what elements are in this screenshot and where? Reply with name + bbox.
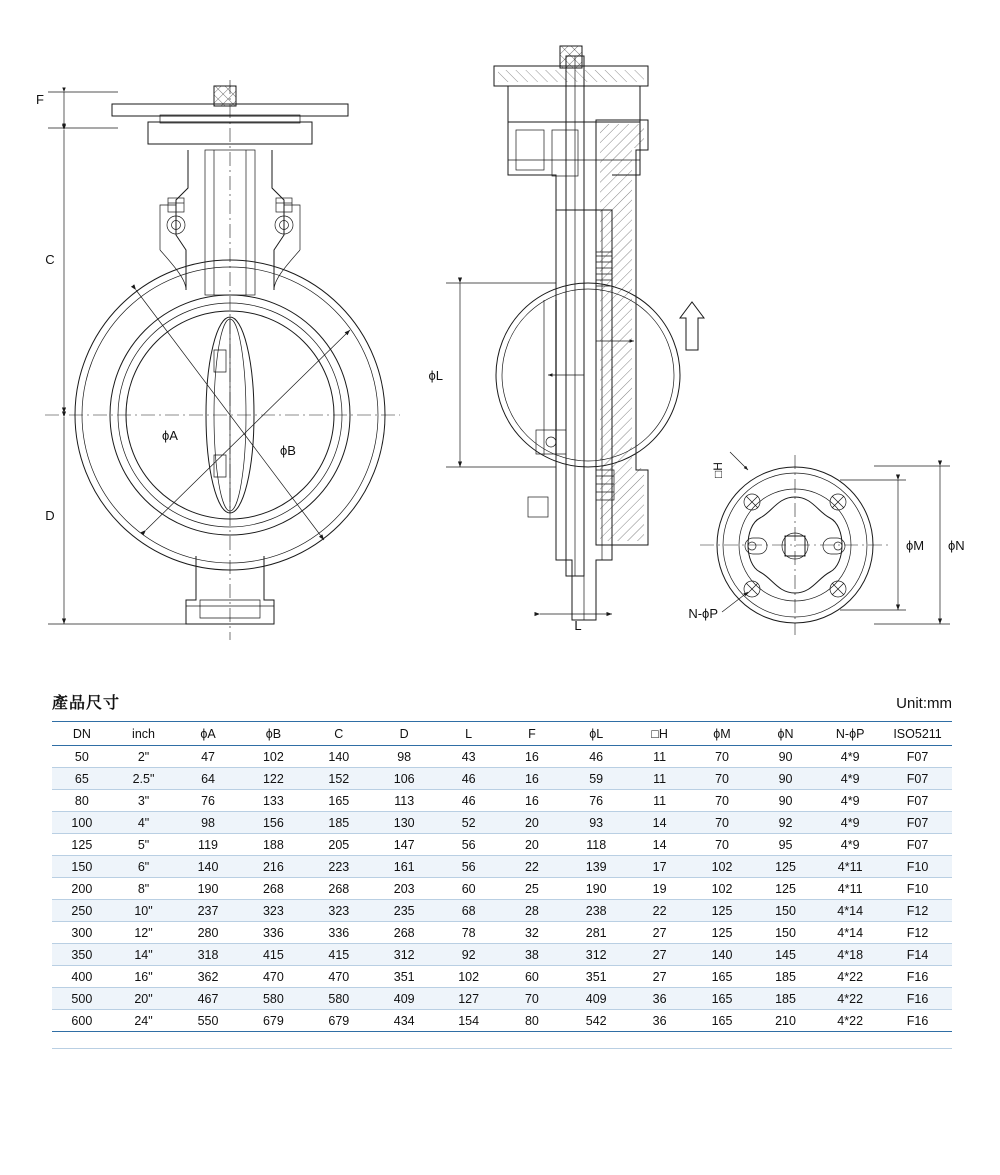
table-cell: 350 xyxy=(71,948,93,962)
table-cell: 10" xyxy=(134,904,153,918)
table-cell: 550 xyxy=(197,1014,219,1028)
table-cell: 161 xyxy=(393,860,415,874)
column-header: ISO5211 xyxy=(883,722,952,746)
table-cell: 70 xyxy=(715,750,729,764)
table-cell: 90 xyxy=(778,794,793,808)
table-cell: 351 xyxy=(393,970,415,984)
table-cell: F16 xyxy=(906,1014,929,1028)
table-cell: 185 xyxy=(775,970,796,984)
table-cell: 93 xyxy=(589,816,604,830)
table-cell: F07 xyxy=(906,772,929,786)
table-cell: 70 xyxy=(715,794,729,808)
table-cell: 280 xyxy=(197,926,219,940)
table-cell: 281 xyxy=(585,926,607,940)
table-cell: 133 xyxy=(262,794,284,808)
table-cell: 47 xyxy=(201,750,215,764)
table-cell: 3" xyxy=(137,794,150,808)
table-cell: 4*18 xyxy=(837,948,864,962)
table-cell: 92 xyxy=(461,948,476,962)
table-unit-label: Unit:mm xyxy=(896,695,952,712)
table-cell: F10 xyxy=(906,882,929,896)
table-cell: 200 xyxy=(71,882,93,896)
label-phiB: ϕB xyxy=(280,443,296,458)
table-cell: 38 xyxy=(524,948,539,962)
table-cell: 312 xyxy=(393,948,415,962)
label-square-H: □H xyxy=(711,462,725,478)
table-cell: 4*22 xyxy=(837,992,864,1006)
table-cell: 11 xyxy=(653,750,667,764)
table-cell: 70 xyxy=(715,772,729,786)
label-F: F xyxy=(36,92,44,107)
table-cell: F07 xyxy=(906,838,929,852)
table-header-row xyxy=(52,690,952,713)
table-bottom-rule xyxy=(52,1048,952,1049)
column-header: ϕA xyxy=(175,722,240,746)
table-cell: 223 xyxy=(328,860,350,874)
table-row xyxy=(52,988,952,1010)
table-cell: 467 xyxy=(197,992,219,1006)
table-cell: 150 xyxy=(775,926,796,940)
table-cell: 90 xyxy=(778,750,793,764)
table-cell: 90 xyxy=(778,772,793,786)
table-cell: 152 xyxy=(328,772,350,786)
table-cell: 679 xyxy=(328,1014,350,1028)
table-cell: F14 xyxy=(906,948,929,962)
label-N-phiP: N-ϕP xyxy=(688,606,718,621)
table-cell: 46 xyxy=(461,772,476,786)
column-header: D xyxy=(372,722,437,746)
table-cell: 56 xyxy=(461,838,476,852)
table-cell: 19 xyxy=(652,882,667,896)
table-row xyxy=(52,834,952,856)
table-cell: 17 xyxy=(652,860,667,874)
column-header: ϕB xyxy=(241,722,306,746)
table-cell: 92 xyxy=(778,816,793,830)
table-cell: 154 xyxy=(458,1014,480,1028)
table-cell: 210 xyxy=(775,1014,796,1028)
table-row xyxy=(52,922,952,944)
table-cell: 4*11 xyxy=(837,860,863,874)
table-cell: 11 xyxy=(653,794,667,808)
table-cell: 145 xyxy=(775,948,796,962)
dimension-table xyxy=(52,721,952,1032)
table-cell: 14" xyxy=(134,948,153,962)
table-cell: 139 xyxy=(585,860,607,874)
table-cell: 318 xyxy=(197,948,219,962)
table-cell: 362 xyxy=(197,970,219,984)
table-cell: 147 xyxy=(393,838,415,852)
table-cell: 80 xyxy=(524,1014,539,1028)
table-cell: 580 xyxy=(262,992,284,1006)
table-cell: 50 xyxy=(74,750,89,764)
table-cell: 80 xyxy=(74,794,89,808)
table-cell: 46 xyxy=(589,750,604,764)
table-cell: 542 xyxy=(585,1014,607,1028)
table-cell: 235 xyxy=(393,904,415,918)
table-cell: F16 xyxy=(906,992,929,1006)
table-cell: 4*9 xyxy=(840,838,860,852)
table-cell: F12 xyxy=(906,926,929,940)
table-cell: 4*9 xyxy=(840,794,860,808)
table-cell: 165 xyxy=(711,970,733,984)
table-cell: 140 xyxy=(711,948,733,962)
front-view xyxy=(36,80,400,640)
table-cell: 165 xyxy=(328,794,350,808)
table-cell: F10 xyxy=(906,860,929,874)
table-cell: 190 xyxy=(585,882,607,896)
table-cell: 32 xyxy=(524,926,539,940)
label-phiM: ϕM xyxy=(906,538,925,553)
table-cell: 185 xyxy=(775,992,796,1006)
table-cell: 268 xyxy=(328,882,350,896)
table-cell: 98 xyxy=(397,750,412,764)
table-cell: 36 xyxy=(652,1014,667,1028)
table-cell: 6" xyxy=(137,860,150,874)
table-cell: 22 xyxy=(524,860,539,874)
table-cell: 60 xyxy=(524,970,539,984)
table-cell: 119 xyxy=(198,838,218,852)
table-cell: 16" xyxy=(134,970,153,984)
table-cell: 59 xyxy=(589,772,604,786)
table-cell: 95 xyxy=(778,838,793,852)
table-cell: 14 xyxy=(652,816,667,830)
table-cell: 56 xyxy=(461,860,476,874)
side-section-view xyxy=(428,46,704,633)
table-cell: 4*9 xyxy=(840,816,860,830)
table-cell: 65 xyxy=(74,772,89,786)
table-cell: 25 xyxy=(524,882,539,896)
table-cell: 4*14 xyxy=(837,904,864,918)
table-cell: 70 xyxy=(715,816,729,830)
table-cell: 4*9 xyxy=(840,750,860,764)
table-cell: 70 xyxy=(715,838,729,852)
table-cell: F07 xyxy=(906,816,929,830)
table-cell: 4*22 xyxy=(837,970,864,984)
table-cell: 102 xyxy=(458,970,480,984)
table-cell: 46 xyxy=(461,794,476,808)
table-cell: 2" xyxy=(137,750,150,764)
table-cell: 100 xyxy=(71,816,93,830)
table-cell: 140 xyxy=(197,860,219,874)
table-cell: 68 xyxy=(461,904,476,918)
table-cell: 76 xyxy=(589,794,604,808)
table-cell: 415 xyxy=(262,948,284,962)
table-cell: F07 xyxy=(906,794,929,808)
table-cell: 150 xyxy=(71,860,93,874)
table-cell: 106 xyxy=(393,772,415,786)
table-cell: 20" xyxy=(134,992,153,1006)
table-cell: 36 xyxy=(652,992,667,1006)
table-cell: 4*11 xyxy=(837,882,863,896)
table-cell: 16 xyxy=(524,794,539,808)
table-cell: 409 xyxy=(393,992,415,1006)
table-cell: 580 xyxy=(328,992,350,1006)
table-row xyxy=(52,768,952,790)
table-cell: 14 xyxy=(652,838,667,852)
table-cell: 351 xyxy=(585,970,607,984)
table-cell: 16 xyxy=(524,750,539,764)
table-cell: 12" xyxy=(134,926,153,940)
table-cell: 400 xyxy=(71,970,93,984)
table-cell: 4*9 xyxy=(840,772,860,786)
table-cell: 60 xyxy=(461,882,476,896)
column-header: ϕL xyxy=(564,722,629,746)
table-cell: 150 xyxy=(775,904,796,918)
table-row xyxy=(52,944,952,966)
table-cell: 312 xyxy=(585,948,607,962)
table-cell: 237 xyxy=(197,904,219,918)
column-header: DN xyxy=(52,722,112,746)
table-cell: 122 xyxy=(262,772,284,786)
table-cell: F07 xyxy=(906,750,929,764)
table-cell: 70 xyxy=(524,992,539,1006)
table-cell: 185 xyxy=(328,816,350,830)
column-header: inch xyxy=(112,722,176,746)
table-cell: 27 xyxy=(652,926,667,940)
table-cell: 190 xyxy=(197,882,219,896)
table-cell: F16 xyxy=(906,970,929,984)
table-cell: 4*22 xyxy=(837,1014,864,1028)
table-cell: F12 xyxy=(906,904,929,918)
table-header-cells xyxy=(52,722,952,746)
table-cell: 20 xyxy=(524,816,539,830)
table-cell: 127 xyxy=(458,992,480,1006)
table-cell: 113 xyxy=(394,794,415,808)
label-D: D xyxy=(45,508,55,523)
label-phiN: ϕN xyxy=(948,538,965,553)
table-cell: 16 xyxy=(524,772,539,786)
table-cell: 140 xyxy=(328,750,350,764)
table-cell: 409 xyxy=(585,992,607,1006)
table-cell: 27 xyxy=(652,948,667,962)
table-row xyxy=(52,856,952,878)
label-phiL: ϕL xyxy=(428,368,443,383)
table-cell: 165 xyxy=(711,1014,733,1028)
table-cell: 203 xyxy=(393,882,415,896)
table-cell: 250 xyxy=(71,904,93,918)
table-row xyxy=(52,878,952,900)
table-cell: 4" xyxy=(137,816,150,830)
table-cell: 52 xyxy=(461,816,476,830)
table-title: 產品尺寸 xyxy=(52,695,121,712)
table-cell: 125 xyxy=(775,882,796,896)
table-cell: 22 xyxy=(652,904,667,918)
table-cell: 5" xyxy=(137,838,150,852)
column-header: □H xyxy=(629,722,690,746)
table-cell: 98 xyxy=(201,816,215,830)
table-cell: 216 xyxy=(262,860,284,874)
table-cell: 130 xyxy=(393,816,415,830)
table-row xyxy=(52,790,952,812)
table-cell: 78 xyxy=(461,926,476,940)
table-cell: 125 xyxy=(71,838,93,852)
column-header: C xyxy=(306,722,371,746)
table-cell: 470 xyxy=(262,970,284,984)
table-cell: 336 xyxy=(262,926,284,940)
table-cell: 268 xyxy=(262,882,284,896)
table-cell: 165 xyxy=(711,992,733,1006)
table-row xyxy=(52,812,952,834)
table-cell: 679 xyxy=(262,1014,284,1028)
table-cell: 11 xyxy=(653,772,667,786)
label-L: L xyxy=(574,618,582,633)
table-cell: 300 xyxy=(71,926,93,940)
table-cell: 102 xyxy=(262,750,284,764)
column-header: ϕM xyxy=(690,722,754,746)
table-cell: 2.5" xyxy=(132,772,155,786)
table-cell: 268 xyxy=(393,926,415,940)
table-cell: 434 xyxy=(393,1014,415,1028)
column-header: N-ϕP xyxy=(817,722,883,746)
column-header: F xyxy=(500,722,563,746)
table-cell: 156 xyxy=(262,816,284,830)
table-cell: 64 xyxy=(201,772,215,786)
table-cell: 8" xyxy=(137,882,150,896)
table-cell: 20 xyxy=(524,838,539,852)
table-cell: 415 xyxy=(328,948,350,962)
table-cell: 43 xyxy=(461,750,476,764)
table-row xyxy=(52,966,952,988)
top-flange-view xyxy=(688,452,964,635)
table-cell: 27 xyxy=(652,970,667,984)
table-cell: 600 xyxy=(71,1014,93,1028)
label-phiA: ϕA xyxy=(162,428,178,443)
table-cell: 323 xyxy=(328,904,350,918)
table-cell: 102 xyxy=(711,860,733,874)
table-cell: 188 xyxy=(262,838,284,852)
table-cell: 102 xyxy=(711,882,733,896)
table-cell: 238 xyxy=(585,904,607,918)
column-header: ϕN xyxy=(754,722,818,746)
table-cell: 323 xyxy=(262,904,284,918)
table-cell: 118 xyxy=(586,838,607,852)
table-cell: 76 xyxy=(201,794,215,808)
table-cell: 28 xyxy=(524,904,539,918)
table-row xyxy=(52,900,952,922)
column-header: L xyxy=(437,722,501,746)
table-row xyxy=(52,1010,952,1032)
table-body xyxy=(52,746,952,1032)
table-cell: 500 xyxy=(71,992,93,1006)
table-cell: 336 xyxy=(328,926,350,940)
table-cell: 470 xyxy=(328,970,350,984)
table-cell: 205 xyxy=(328,838,350,852)
table-cell: 125 xyxy=(711,926,733,940)
dimension-table-section xyxy=(52,690,952,1049)
table-cell: 4*14 xyxy=(837,926,864,940)
table-cell: 24" xyxy=(134,1014,153,1028)
table-cell: 125 xyxy=(775,860,796,874)
table-row xyxy=(52,746,952,768)
label-C: C xyxy=(45,252,55,267)
table-head xyxy=(52,722,952,746)
table-cell: 125 xyxy=(711,904,733,918)
